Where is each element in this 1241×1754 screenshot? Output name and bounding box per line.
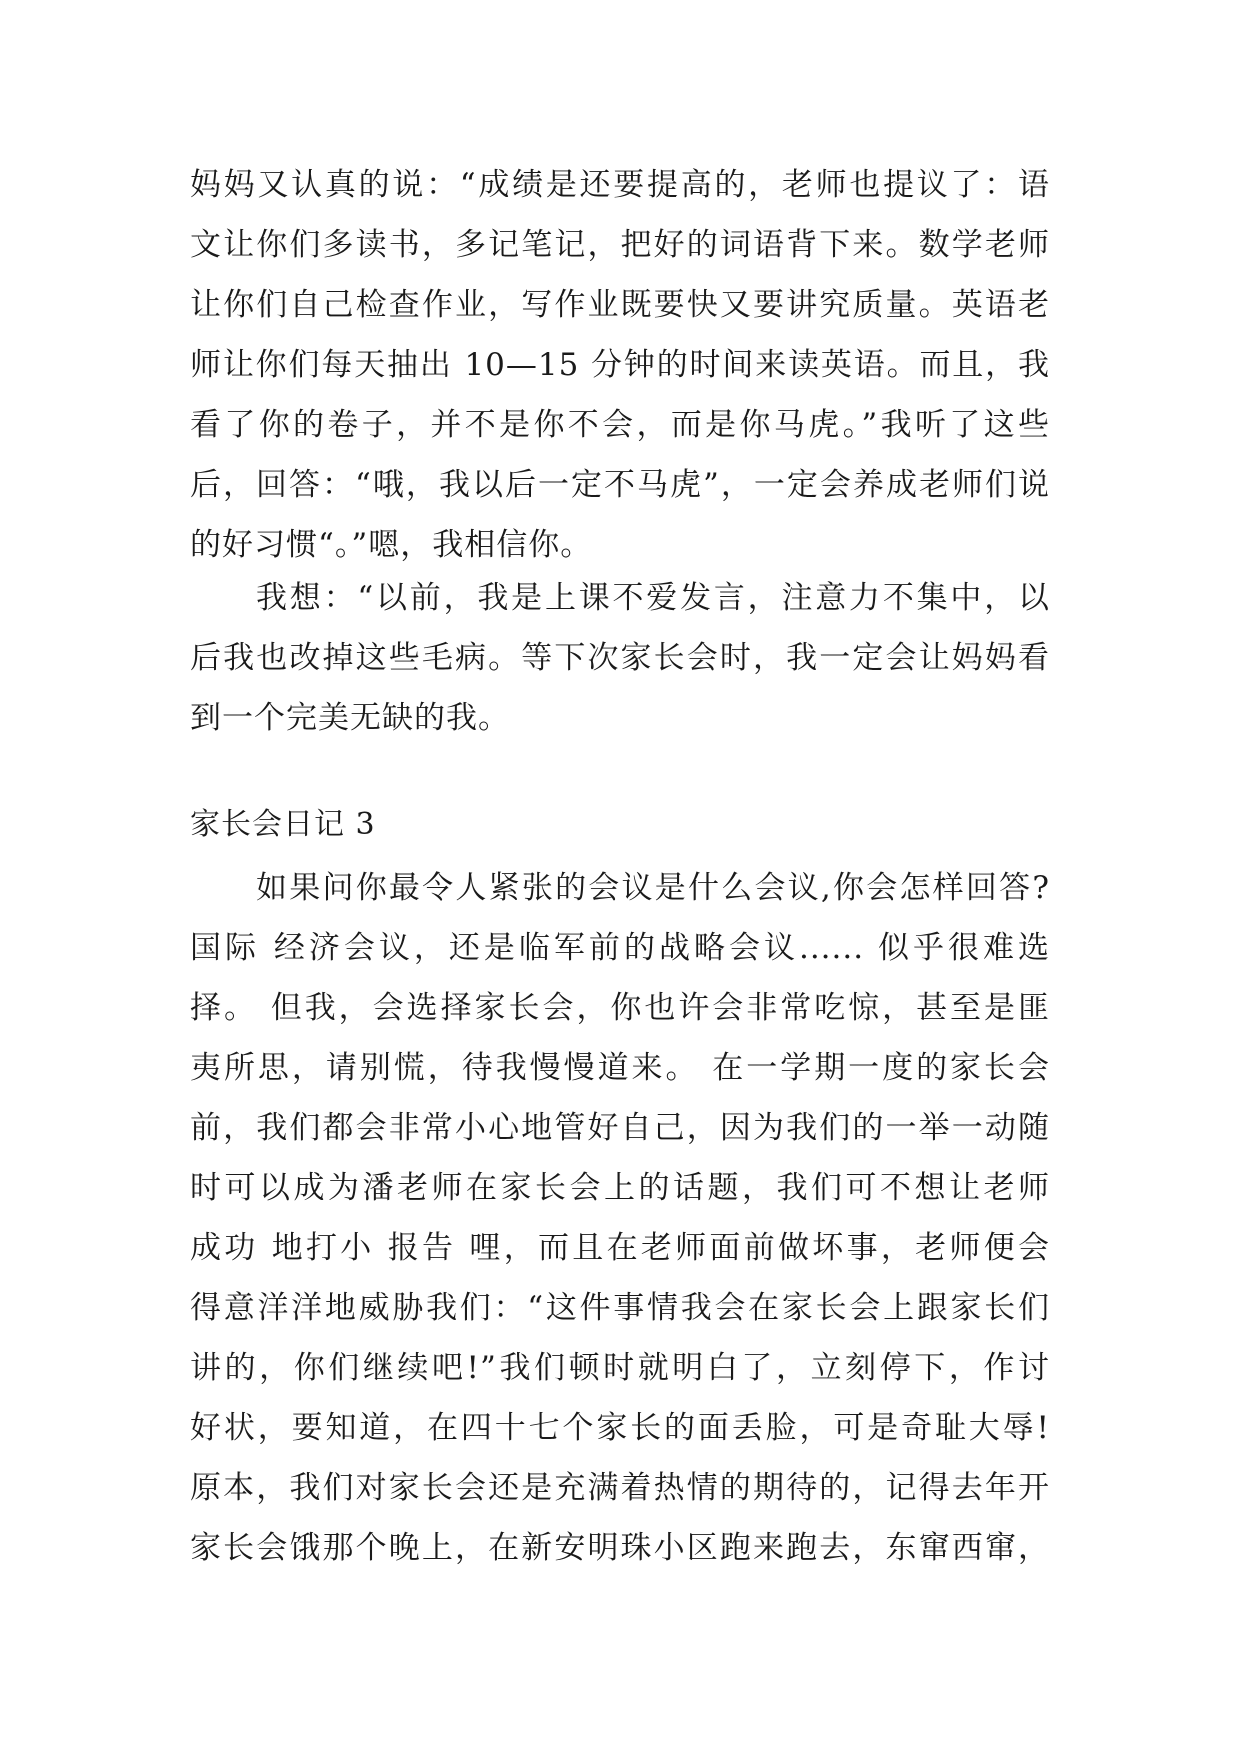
text-line: 我想：“以前，我是上课不爱发言，注意力不集中，以 (256, 580, 1050, 616)
text-line: 原本，我们对家长会还是充满着热情的期待的，记得去年开 (190, 1470, 1050, 1506)
text-line: 的好习惯“。”嗯，我相信你。 (190, 527, 593, 563)
text-line: 如果问你最令人紧张的会议是什么会议,你会怎样回答? (256, 870, 1050, 906)
text-line: 妈妈又认真的说：“成绩是还要提高的，老师也提议了：语 (190, 167, 1050, 203)
text-line: 到一个完美无缺的我。 (190, 700, 510, 736)
text-line: 家长会饿那个晚上，在新安明珠小区跑来跑去，东窜西窜， (190, 1530, 1050, 1566)
paragraph-3 (190, 858, 1050, 1578)
text-line: 前，我们都会非常小心地管好自己，因为我们的一举一动随 (190, 1110, 1050, 1146)
section-heading: 家长会日记 3 (190, 807, 376, 842)
text-line: 让你们自己检查作业，写作业既要快又要讲究质量。英语老 (190, 287, 1050, 323)
text-line: 讲的，你们继续吧!”我们顿时就明白了，立刻停下，作讨 (190, 1350, 1050, 1386)
text-line: 国际 经济会议，还是临军前的战略会议...... 似乎很难选 (190, 930, 1050, 966)
text-line: 时可以成为潘老师在家长会上的话题，我们可不想让老师 (190, 1170, 1050, 1206)
text-line: 师让你们每天抽出 10—15 分钟的时间来读英语。而且，我 (190, 347, 1050, 383)
paragraph-2 (190, 568, 1050, 748)
text-line: 择。 但我，会选择家长会，你也许会非常吃惊，甚至是匪 (190, 990, 1050, 1026)
text-line: 好状，要知道，在四十七个家长的面丢脸，可是奇耻大辱! (190, 1410, 1050, 1446)
text-line: 文让你们多读书，多记笔记，把好的词语背下来。数学老师 (190, 227, 1050, 263)
text-line: 后，回答：“哦，我以后一定不马虎”，一定会养成老师们说 (190, 467, 1050, 503)
text-line: 后我也改掉这些毛病。等下次家长会时，我一定会让妈妈看 (190, 640, 1050, 676)
text-line: 得意洋洋地威胁我们：“这件事情我会在家长会上跟家长们 (190, 1290, 1050, 1326)
text-line: 夷所思，请别慌，待我慢慢道来。 在一学期一度的家长会 (190, 1050, 1050, 1086)
paragraph-1 (190, 155, 1050, 575)
text-line: 看了你的卷子，并不是你不会，而是你马虎。”我听了这些 (190, 407, 1050, 443)
text-line: 成功 地打小 报告 哩，而且在老师面前做坏事，老师便会 (190, 1230, 1050, 1266)
